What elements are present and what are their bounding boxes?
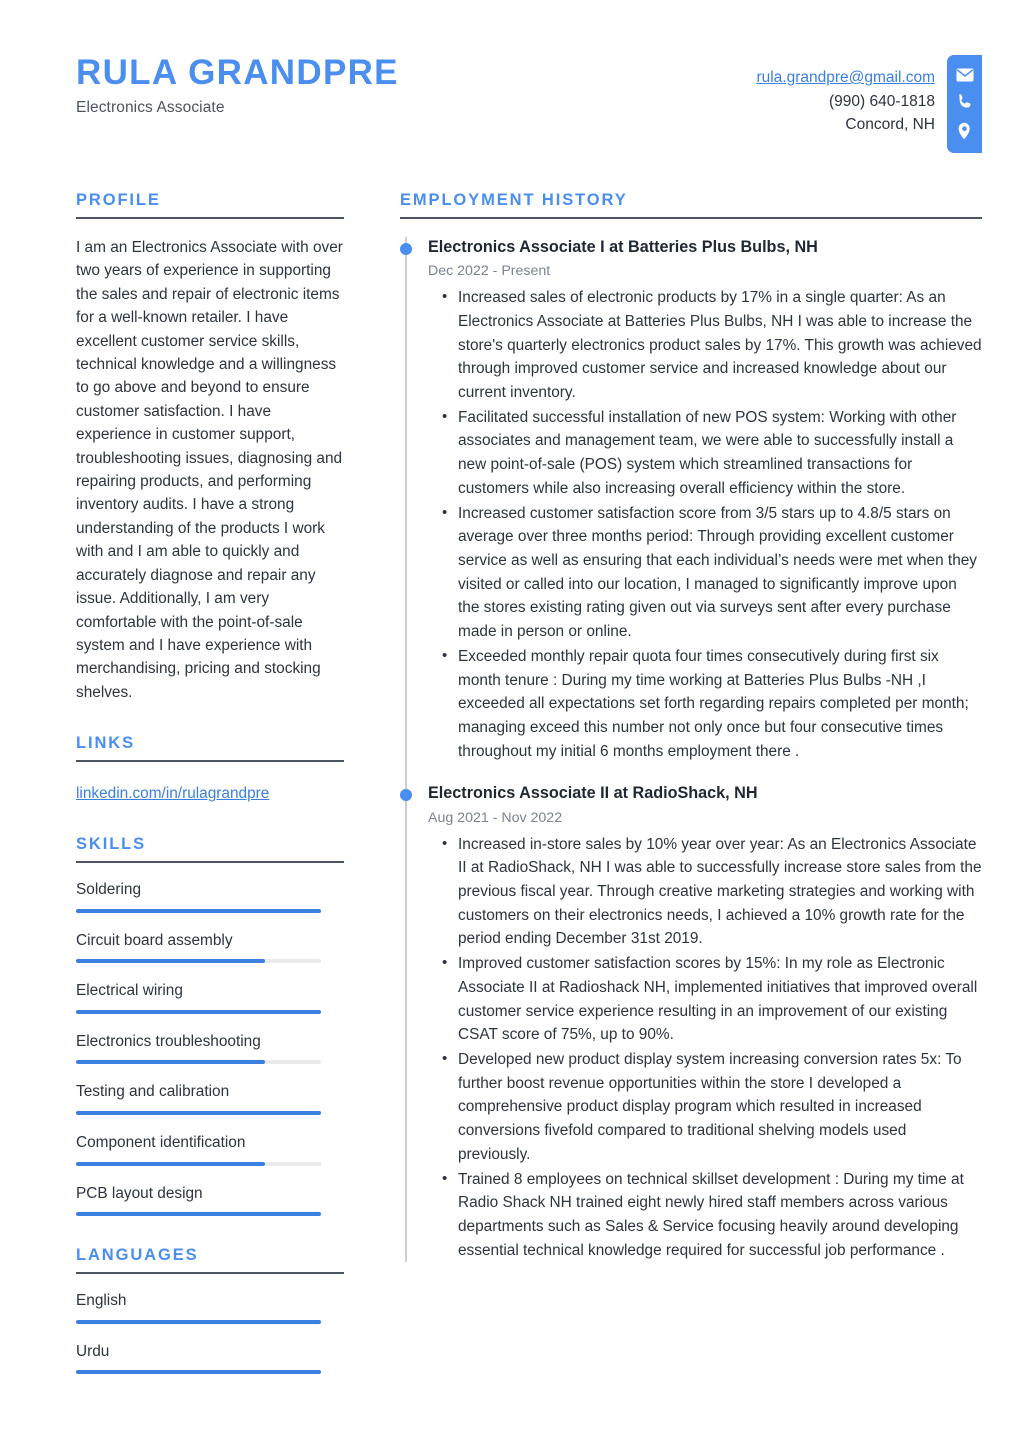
skill-item: [76, 879, 344, 913]
employment-bullet: • Trained 8 employees on technical skillset development : During my time at Radio Shack NH trained eight newly hired staff members across various departments such as Sales & Service focusing heavily around developing essential technical knowledge required for successful job performance .: [458, 1168, 982, 1263]
skill-label: PCB layout design: [76, 1184, 203, 1202]
profile-text: I am an Electronics Associate with over two years of experience in supporting the sales and repair of electronic items for a well-known retailer. I have excellent customer service skills, technical knowledge and a willingness to go above and beyond to ensure customer satisfaction. I have experience in customer support, troubleshooting issues, diagnosing and repairing products, and performing inventory audits. I have a strong understanding of the products I work with and I am able to quickly and accurately diagnose and repair any issue. Additionally, I am very comfortable with the point-of-sale system and I have experience with merchandising, pricing and stocking shelves.: [76, 239, 343, 701]
skills-list: [76, 879, 344, 1216]
languages-list: [76, 1290, 344, 1374]
candidate-name: RULA GRANDPRE: [76, 53, 399, 92]
skill-level-track: [76, 1060, 321, 1064]
skill-level-fill: [76, 1212, 321, 1216]
link-item[interactable]: linkedin.com/in/rulagrandpre: [76, 785, 270, 803]
employment-gap: [428, 767, 982, 783]
employment-bullet: • Improved customer satisfaction scores by 15%: In my role as Electronic Associate II at Radioshack NH, implemented initiatives that improved overall customer service experience resulting in an improvement of our existing CSAT score of 75%, up to 90%.: [458, 952, 982, 1047]
header-contact: [756, 55, 1024, 153]
skill-level-fill: [76, 1010, 321, 1014]
language-label: Urdu: [76, 1342, 110, 1360]
section-employment: [400, 191, 982, 1262]
links-heading: LINKS: [76, 734, 135, 753]
phone-icon: [956, 93, 974, 111]
language-item: [76, 1290, 344, 1324]
employment-bullet: • Facilitated successful installation of new POS system: Working with other associates and management team, we were able to successfully install a new point-of-sale (POS) system which streamlined transactions for customers while also increasing overall efficiency within the store.: [458, 406, 982, 501]
employment-bullet-list: [428, 286, 982, 763]
skill-label: Testing and calibration: [76, 1083, 230, 1101]
skill-label: Component identification: [76, 1134, 246, 1152]
envelope-icon: [956, 68, 974, 82]
header-identity: [0, 55, 399, 117]
employment-title: Electronics Associate II at RadioShack, NH: [428, 784, 758, 803]
employment-bullet: • Developed new product display system increasing conversion rates 5x: To further boost revenue opportunities within the store I developed a comprehensive product display program which resulted in increased conversions fivefold compared to traditional shelving models used previously.: [458, 1048, 982, 1167]
employment-bullet: • Increased in-store sales by 10% year over year: As an Electronics Associate II at RadioShack, NH I was able to successfully increase store sales from the previous fiscal year. Through creative marketing strategies and working with customers on their electronics needs, I achieved a 10% growth rate for the period ending December 31st 2019.: [458, 833, 982, 952]
contact-email[interactable]: rula.grandpre@gmail.com: [756, 69, 935, 86]
resume-body: [0, 153, 1024, 1404]
contact-icon-rail: [947, 55, 982, 153]
language-level-fill: [76, 1370, 321, 1374]
employment-entry: [428, 237, 982, 763]
languages-divider: [76, 1272, 344, 1274]
links-list: [76, 782, 344, 805]
skill-level-track: [76, 959, 321, 963]
skills-heading: SKILLS: [76, 835, 147, 854]
skill-item: [76, 980, 344, 1014]
skill-label: Electrical wiring: [76, 982, 183, 1000]
skill-item: [76, 1031, 344, 1065]
employment-divider: [400, 217, 982, 219]
timeline-dot-icon: [400, 243, 412, 255]
language-label: English: [76, 1292, 127, 1310]
contact-phone: (990) 640-1818: [829, 92, 935, 110]
skill-item: [76, 1183, 344, 1217]
skills-divider: [76, 861, 344, 863]
skill-level-fill: [76, 1111, 321, 1115]
candidate-job-title: Electronics Associate: [76, 98, 225, 116]
skill-level-fill: [76, 1060, 265, 1064]
languages-heading: LANGUAGES: [76, 1246, 199, 1265]
employment-title: Electronics Associate I at Batteries Plus Bulbs, NH: [428, 238, 818, 256]
section-languages: [76, 1246, 344, 1374]
skill-item: [76, 1081, 344, 1115]
employment-timeline: [400, 237, 982, 1262]
skill-level-track: [76, 1162, 321, 1166]
employment-bullet-list: [428, 833, 982, 1263]
employment-dates: Aug 2021 - Nov 2022: [428, 809, 563, 826]
resume-header: [0, 0, 1024, 153]
contact-location: Concord, NH: [845, 116, 935, 134]
timeline-dot-icon: [400, 789, 412, 801]
skill-level-track: [76, 1111, 321, 1115]
section-profile: [76, 191, 344, 704]
profile-divider: [76, 217, 344, 219]
section-links: [76, 734, 344, 805]
skill-level-track: [76, 909, 321, 913]
employment-entry: [428, 783, 982, 1262]
language-item: [76, 1341, 344, 1375]
map-pin-icon: [957, 122, 972, 140]
employment-dates: Dec 2022 - Present: [428, 263, 551, 280]
contact-details: [756, 55, 947, 137]
skill-label: Electronics troubleshooting: [76, 1032, 261, 1050]
skill-label: Circuit board assembly: [76, 931, 233, 949]
main-column: [344, 191, 982, 1266]
skill-item: [76, 930, 344, 964]
links-divider: [76, 760, 344, 762]
language-level-fill: [76, 1320, 321, 1324]
employment-bullet: • Increased customer satisfaction score from 3/5 stars up to 4.8/5 stars on average over three months period: Through providing excellent customer service as well as ensuring that each individual’s needs were met when they visited or called into our location, I managed to significantly improve upon the stores existing rating given out via surveys sent after every purchase made in person or online.: [458, 502, 982, 644]
skill-level-fill: [76, 1162, 265, 1166]
language-level-track: [76, 1320, 321, 1324]
language-level-track: [76, 1370, 321, 1374]
skill-level-fill: [76, 909, 321, 913]
employment-bullet: • Exceeded monthly repair quota four times consecutively during first six month tenure : During my time working at Batteries Plus Bulbs -NH ,I exceeded all expectations set forth regarding repairs completed per month; managing exceed this number not only once but four consecutive times throughout my initial 6 months employment there .: [458, 645, 982, 764]
profile-heading: PROFILE: [76, 191, 161, 209]
skill-level-track: [76, 1010, 321, 1014]
sidebar-column: [76, 191, 344, 1404]
skill-item: [76, 1132, 344, 1166]
section-skills: [76, 835, 344, 1216]
skill-label: Soldering: [76, 881, 142, 899]
skill-level-fill: [76, 959, 265, 963]
employment-bullet: • Increased sales of electronic products by 17% in a single quarter: As an Electronics Associate at Batteries Plus Bulbs, NH I was able to increase the store's quarterly electronics product sales by 17%. This growth was achieved through improved customer service and increased knowledge about our current inventory.: [458, 286, 982, 405]
employment-heading: EMPLOYMENT HISTORY: [400, 191, 628, 209]
skill-level-track: [76, 1212, 321, 1216]
